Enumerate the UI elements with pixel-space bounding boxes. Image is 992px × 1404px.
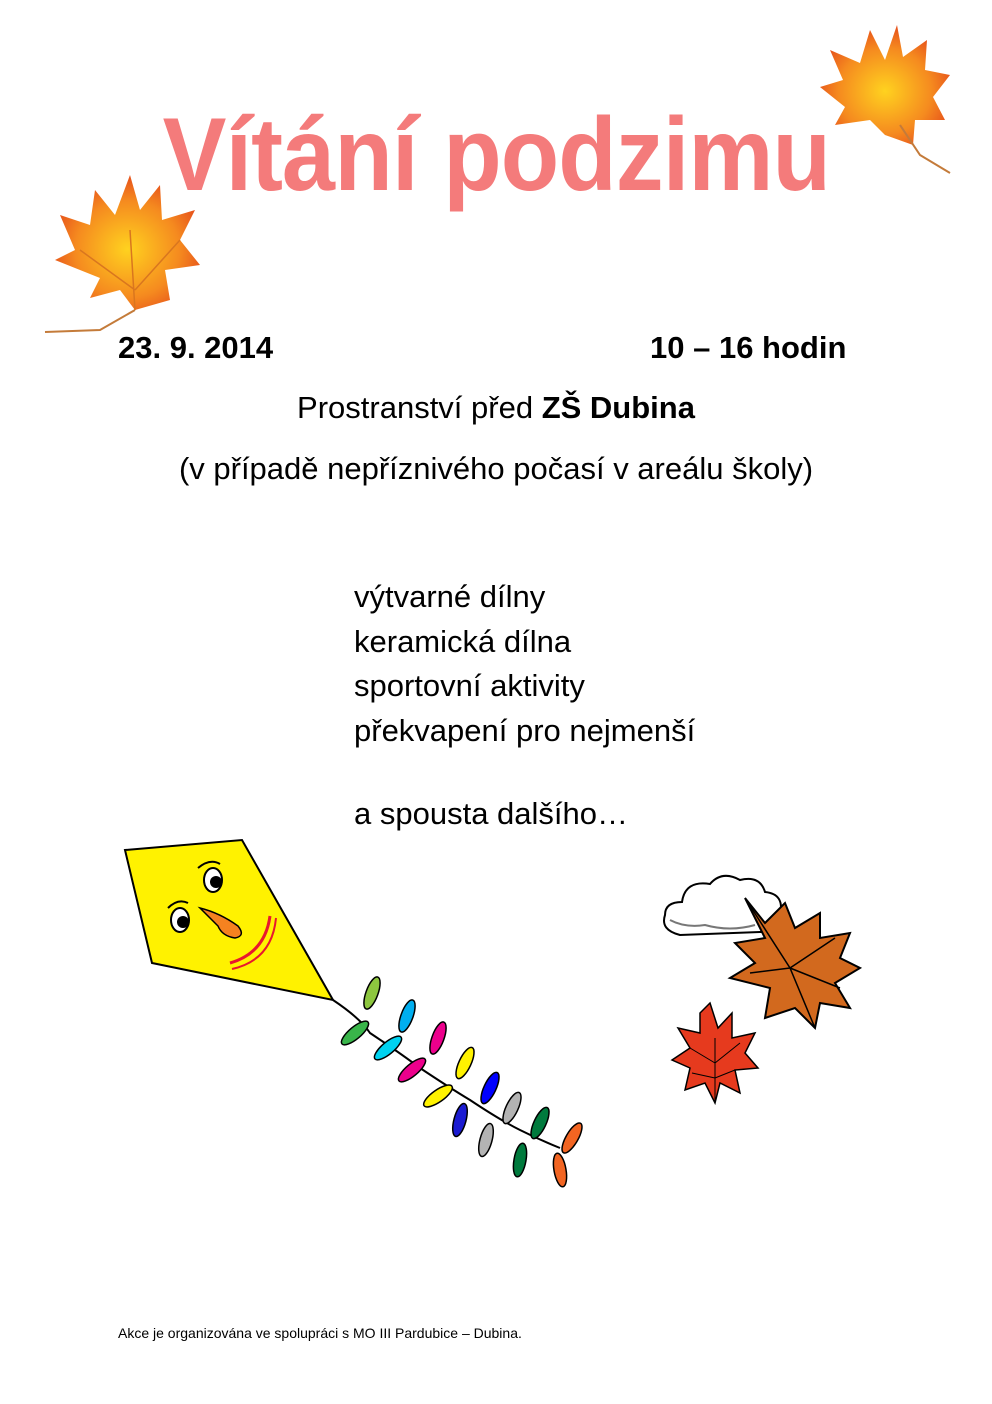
footer-note: Akce je organizována ve spolupráci s MO III Pardubice – Dubina. — [118, 1325, 522, 1341]
list-item: sportovní aktivity — [354, 668, 585, 703]
event-location — [0, 390, 992, 426]
kite-icon — [120, 838, 590, 1188]
maple-leaf-icon-red — [670, 998, 760, 1108]
event-hours: 10 – 16 hodin — [650, 330, 847, 365]
weather-note: (v případě nepříznivého počasí v areálu školy) — [178, 451, 814, 486]
list-item: keramická dílna — [354, 623, 572, 659]
event-date: 23. 9. 2014 — [118, 330, 274, 365]
list-item: překvapení pro nejmenší — [354, 712, 696, 748]
activity-list — [354, 575, 695, 753]
list-item: výtvarné dílny — [354, 579, 546, 614]
page-title: Vítání podzimu — [162, 97, 831, 213]
location-prefix: Prostranství před — [297, 390, 542, 425]
location-place: ZŠ Dubina — [541, 390, 695, 425]
more-text: a spousta dalšího… — [354, 796, 629, 831]
